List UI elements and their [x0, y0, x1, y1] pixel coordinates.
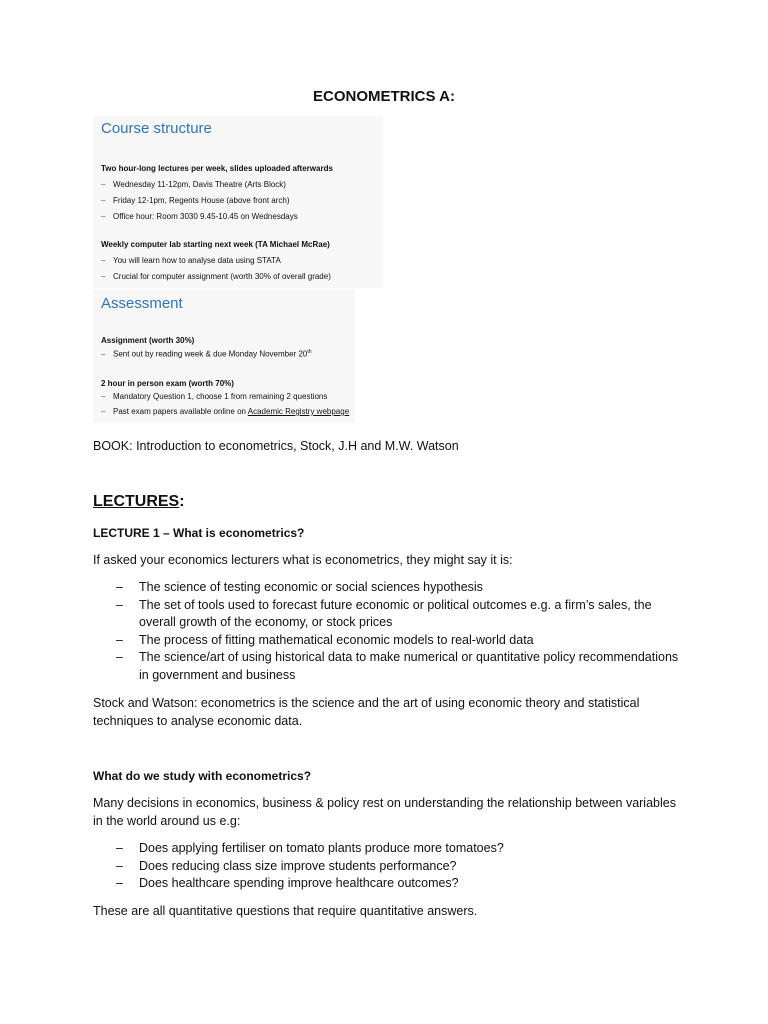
- questions-list: [116, 840, 686, 893]
- slide-heading: Course structure: [101, 120, 212, 137]
- academic-registry-link: Academic Registry webpage: [247, 407, 350, 416]
- stock-watson-paragraph: Stock and Watson: econometrics is the science and the art of using economic theory and statistical techniques to analyse economic data.: [93, 696, 640, 728]
- slide-subheading: Weekly computer lab starting next week (TA Michael McRae): [101, 240, 330, 249]
- list-item: – The process of fitting mathematical economic models to real-world data: [116, 632, 686, 650]
- conclusion-paragraph: These are all quantitative questions that require quantitative answers.: [93, 904, 478, 918]
- lectures-heading: LECTURES:: [93, 493, 185, 510]
- definitions-list: [116, 579, 686, 684]
- page-title: ECONOMETRICS A:: [313, 88, 455, 105]
- slide-bullet: – You will learn how to analyse data using STATA: [101, 256, 281, 265]
- study-heading: What do we study with econometrics?: [93, 769, 312, 783]
- slide-subheading: Two hour-long lectures per week, slides uploaded afterwards: [101, 164, 333, 173]
- slide-bullet: – Wednesday 11-12pm, Davis Theatre (Arts Block): [101, 180, 286, 189]
- slide-subheading: Assignment (worth 30%): [101, 336, 195, 345]
- lecture-1-title: LECTURE 1 – What is econometrics?: [93, 526, 305, 540]
- intro-paragraph: If asked your economics lecturers what is econometrics, they might say it is:: [93, 553, 513, 567]
- list-item: – Does applying fertiliser on tomato plants produce more tomatoes?: [116, 840, 686, 858]
- slide-subheading: 2 hour in person exam (worth 70%): [101, 379, 234, 388]
- study-intro-paragraph: Many decisions in economics, business & policy rest on understanding the relationship between variables in the world around us e.g:: [93, 796, 676, 828]
- assessment-slide-image: [93, 290, 355, 422]
- list-item: – The science of testing economic or social sciences hypothesis: [116, 579, 686, 597]
- book-reference: BOOK: Introduction to econometrics, Stock, J.H and M.W. Watson: [93, 439, 459, 453]
- slide-bullet: – Sent out by reading week & due Monday November 20th: [101, 349, 312, 359]
- slide-bullet: – Office hour: Room 3030 9.45-10.45 on Wednesdays: [101, 212, 298, 221]
- list-item: – Does reducing class size improve students performance?: [116, 858, 686, 876]
- slide-bullet: – Friday 12-1pm, Regents House (above front arch): [101, 196, 290, 205]
- course-structure-slide-image: [93, 116, 383, 288]
- slide-bullet: – Past exam papers available online on Academic Registry webpage: [101, 407, 350, 416]
- slide-bullet: – Mandatory Question 1, choose 1 from remaining 2 questions: [101, 392, 328, 401]
- list-item: – Does healthcare spending improve healthcare outcomes?: [116, 875, 686, 893]
- slide-bullet: – Crucial for computer assignment (worth 30% of overall grade): [101, 272, 331, 281]
- list-item: – The science/art of using historical data to make numerical or quantitative policy recommendations in government and business: [116, 649, 686, 684]
- slide-heading: Assessment: [101, 295, 183, 312]
- list-item: – The set of tools used to forecast future economic or political outcomes e.g. a firm’s sales, the overall growth of the economy, or stock prices: [116, 597, 686, 632]
